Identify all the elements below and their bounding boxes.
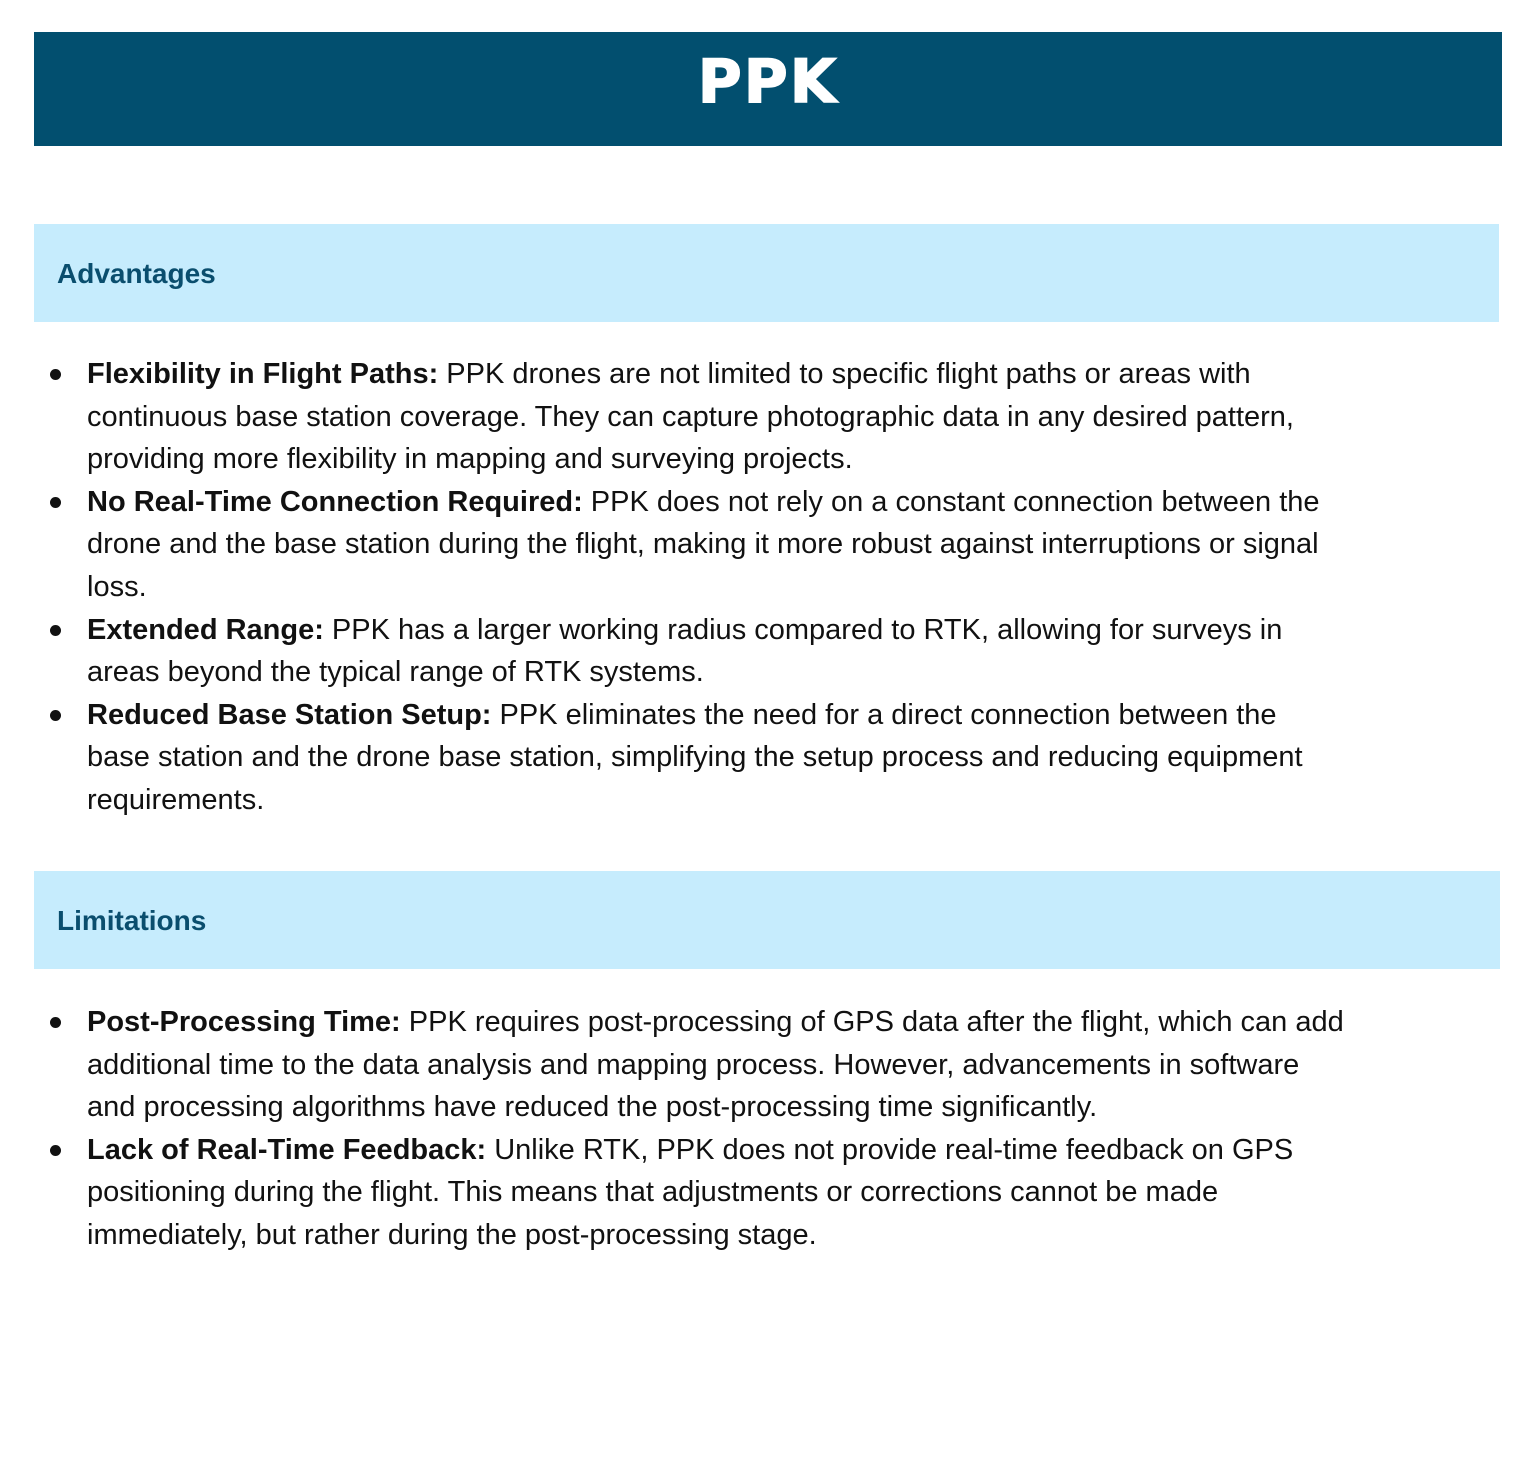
advantages-list <box>0 353 1400 822</box>
bullet-icon <box>50 369 61 380</box>
list-item <box>0 1129 1347 1257</box>
list-item <box>0 694 1347 822</box>
limitations-list <box>0 1001 1400 1257</box>
item-term: Lack of Real-Time Feedback: <box>87 1133 487 1166</box>
list-item <box>0 609 1347 694</box>
page-title: PPK <box>697 47 839 117</box>
advantages-header <box>34 224 1499 322</box>
bullet-icon <box>50 497 61 508</box>
bullet-icon <box>50 1017 61 1028</box>
bullet-icon <box>50 710 61 721</box>
item-text: PPK drones are not limited to specific flight paths or areas with continuous base station coverage. They can capture photographic data in any desired pattern, providing more flexibility in mapping and surveying projects. <box>87 358 1294 476</box>
item-text: PPK does not rely on a constant connection between the drone and the base station during the flight, making it more robust against interruptions or signal loss. <box>87 485 1320 603</box>
limitations-header <box>34 871 1500 969</box>
item-term: Extended Range: <box>87 613 324 646</box>
item-text: PPK requires post-processing of GPS data after the flight, which can add additional time to the data analysis and mapping process. However, advancements in software and processing algorithms have reduced the post-processing time significantly. <box>87 1006 1344 1124</box>
advantages-heading: Advantages <box>57 258 216 289</box>
limitations-heading: Limitations <box>57 905 207 936</box>
list-item <box>0 353 1347 481</box>
list-item <box>0 481 1347 609</box>
item-text: PPK eliminates the need for a direct connection between the base station and the drone base station, simplifying the setup process and reducing equipment requirements. <box>87 698 1303 816</box>
list-item <box>0 1001 1347 1129</box>
item-term: Reduced Base Station Setup: <box>87 698 492 731</box>
item-text: PPK has a larger working radius compared to RTK, allowing for surveys in areas beyond the typical range of RTK systems. <box>87 613 1283 689</box>
title-banner <box>34 32 1502 146</box>
item-term: Post-Processing Time: <box>87 1006 401 1038</box>
item-text: Unlike RTK, PPK does not provide real-time feedback on GPS positioning during the flight. This means that adjustments or corrections cannot be made immediately, but rather during the post-processing stage. <box>87 1133 1294 1251</box>
bullet-icon <box>50 625 61 636</box>
bullet-icon <box>50 1145 61 1156</box>
item-term: Flexibility in Flight Paths: <box>87 358 439 390</box>
item-term: No Real-Time Connection Required: <box>87 485 583 518</box>
